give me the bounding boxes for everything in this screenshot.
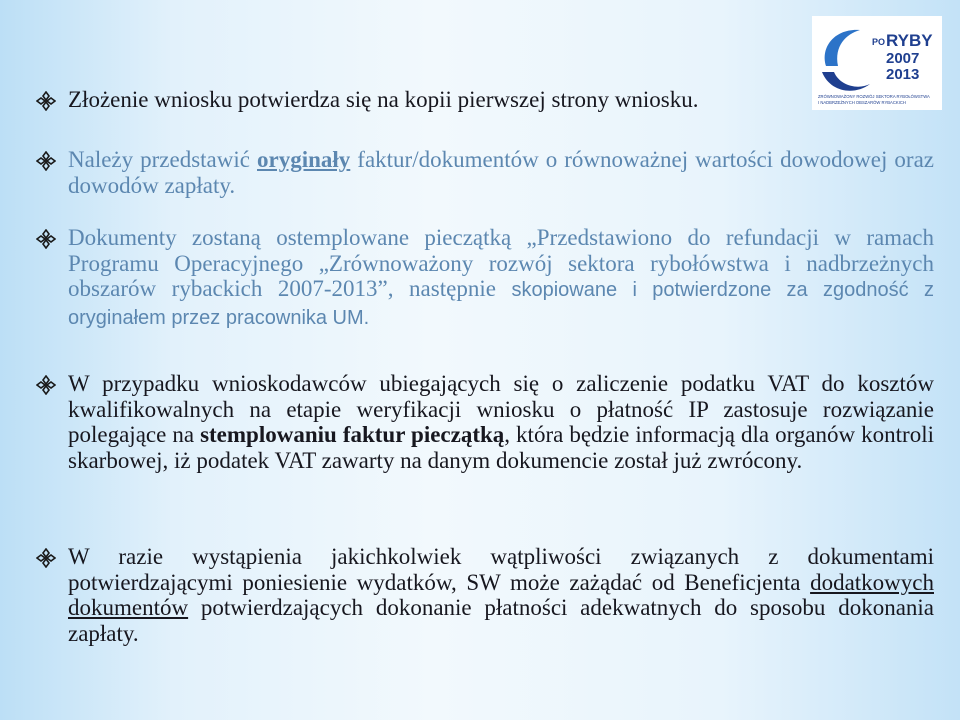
bullet-item-3 <box>36 225 934 331</box>
bullet-5-text-rest: potwierdzających dokonanie płatności adekwatnych do sposobu dokonania zapłaty. <box>68 595 934 646</box>
bullet-1-text: Złożenie wniosku potwierdza się na kopii pierwszej strony wniosku. <box>68 87 699 112</box>
four-petal-diamond-icon <box>36 229 56 249</box>
bullet-text-1 <box>68 87 934 113</box>
bullet-5-emphasis-additional-docs: dodatkowych dokumentów <box>68 569 934 620</box>
four-petal-diamond-icon <box>36 91 56 111</box>
logo-year-start: 2007 <box>886 50 920 67</box>
bullet-5-text-lead: W razie wystąpienia jakichkolwiek wątpliwości związanych z dokumentami potwierdzającymi poniesienie wydatków, SW może zażądać od Beneficjenta <box>68 544 934 595</box>
logo-brand-prefix: PO <box>872 37 886 47</box>
bullet-text-3 <box>68 225 934 331</box>
logo-year-end: 2013 <box>886 66 920 83</box>
bullet-item-5 <box>36 544 934 646</box>
bullet-2-text-lead: Należy przedstawić <box>68 147 257 172</box>
bullet-text-5 <box>68 544 934 646</box>
bullet-item-4 <box>36 371 934 473</box>
logo-caption-line-1: ZRÓWNOWAŻONY ROZWÓJ SEKTORA RYBOŁÓWSTWA <box>818 94 930 99</box>
bullet-2-emphasis-originals: oryginały <box>257 147 351 172</box>
bullet-3-text-lead: Dokumenty zostaną ostemplowane pieczątką „Przedstawiono do refundacji w ramach Programu Operacyjnego „Zrównoważony rozwój sektora rybołówstwa i nadbrzeżnych obszarów rybackich 2007-2013”, następnie <box>68 225 934 301</box>
bullet-text-2 <box>68 147 934 198</box>
bullet-4-text-rest: , która będzie informacją dla organów kontroli skarbowej, iż podatek VAT zawarty na danym dokumencie został już zwrócony. <box>68 422 934 473</box>
bullet-item-2 <box>36 147 934 198</box>
bullet-4-text-lead: W przypadku wnioskodawców ubiegających się o zaliczenie podatku VAT do kosztów kwalifikowalnych na etapie weryfikacji wniosku o płatność IP zastosuje rozwiązanie polegające na <box>68 371 934 447</box>
bullet-3-text-tail: skopiowane i potwierdzone za zgodność z oryginałem przez pracownika UM. <box>68 279 934 329</box>
four-petal-diamond-icon <box>36 151 56 171</box>
bullet-2-text-rest: faktur/dokumentów o równoważnej wartości dowodowej oraz dowodów zapłaty. <box>68 147 934 198</box>
four-petal-diamond-icon <box>36 375 56 395</box>
four-petal-diamond-icon <box>36 548 56 568</box>
bullet-item-1 <box>36 87 934 113</box>
logo-caption-line-2: I NADBRZEŻNYCH OBSZARÓW RYBACKICH <box>818 100 906 105</box>
bullet-text-4 <box>68 371 934 473</box>
bullet-4-emphasis-stamping: stemplowaniu faktur pieczątką <box>200 422 505 447</box>
logo-brand-name: RYBY <box>886 31 933 50</box>
